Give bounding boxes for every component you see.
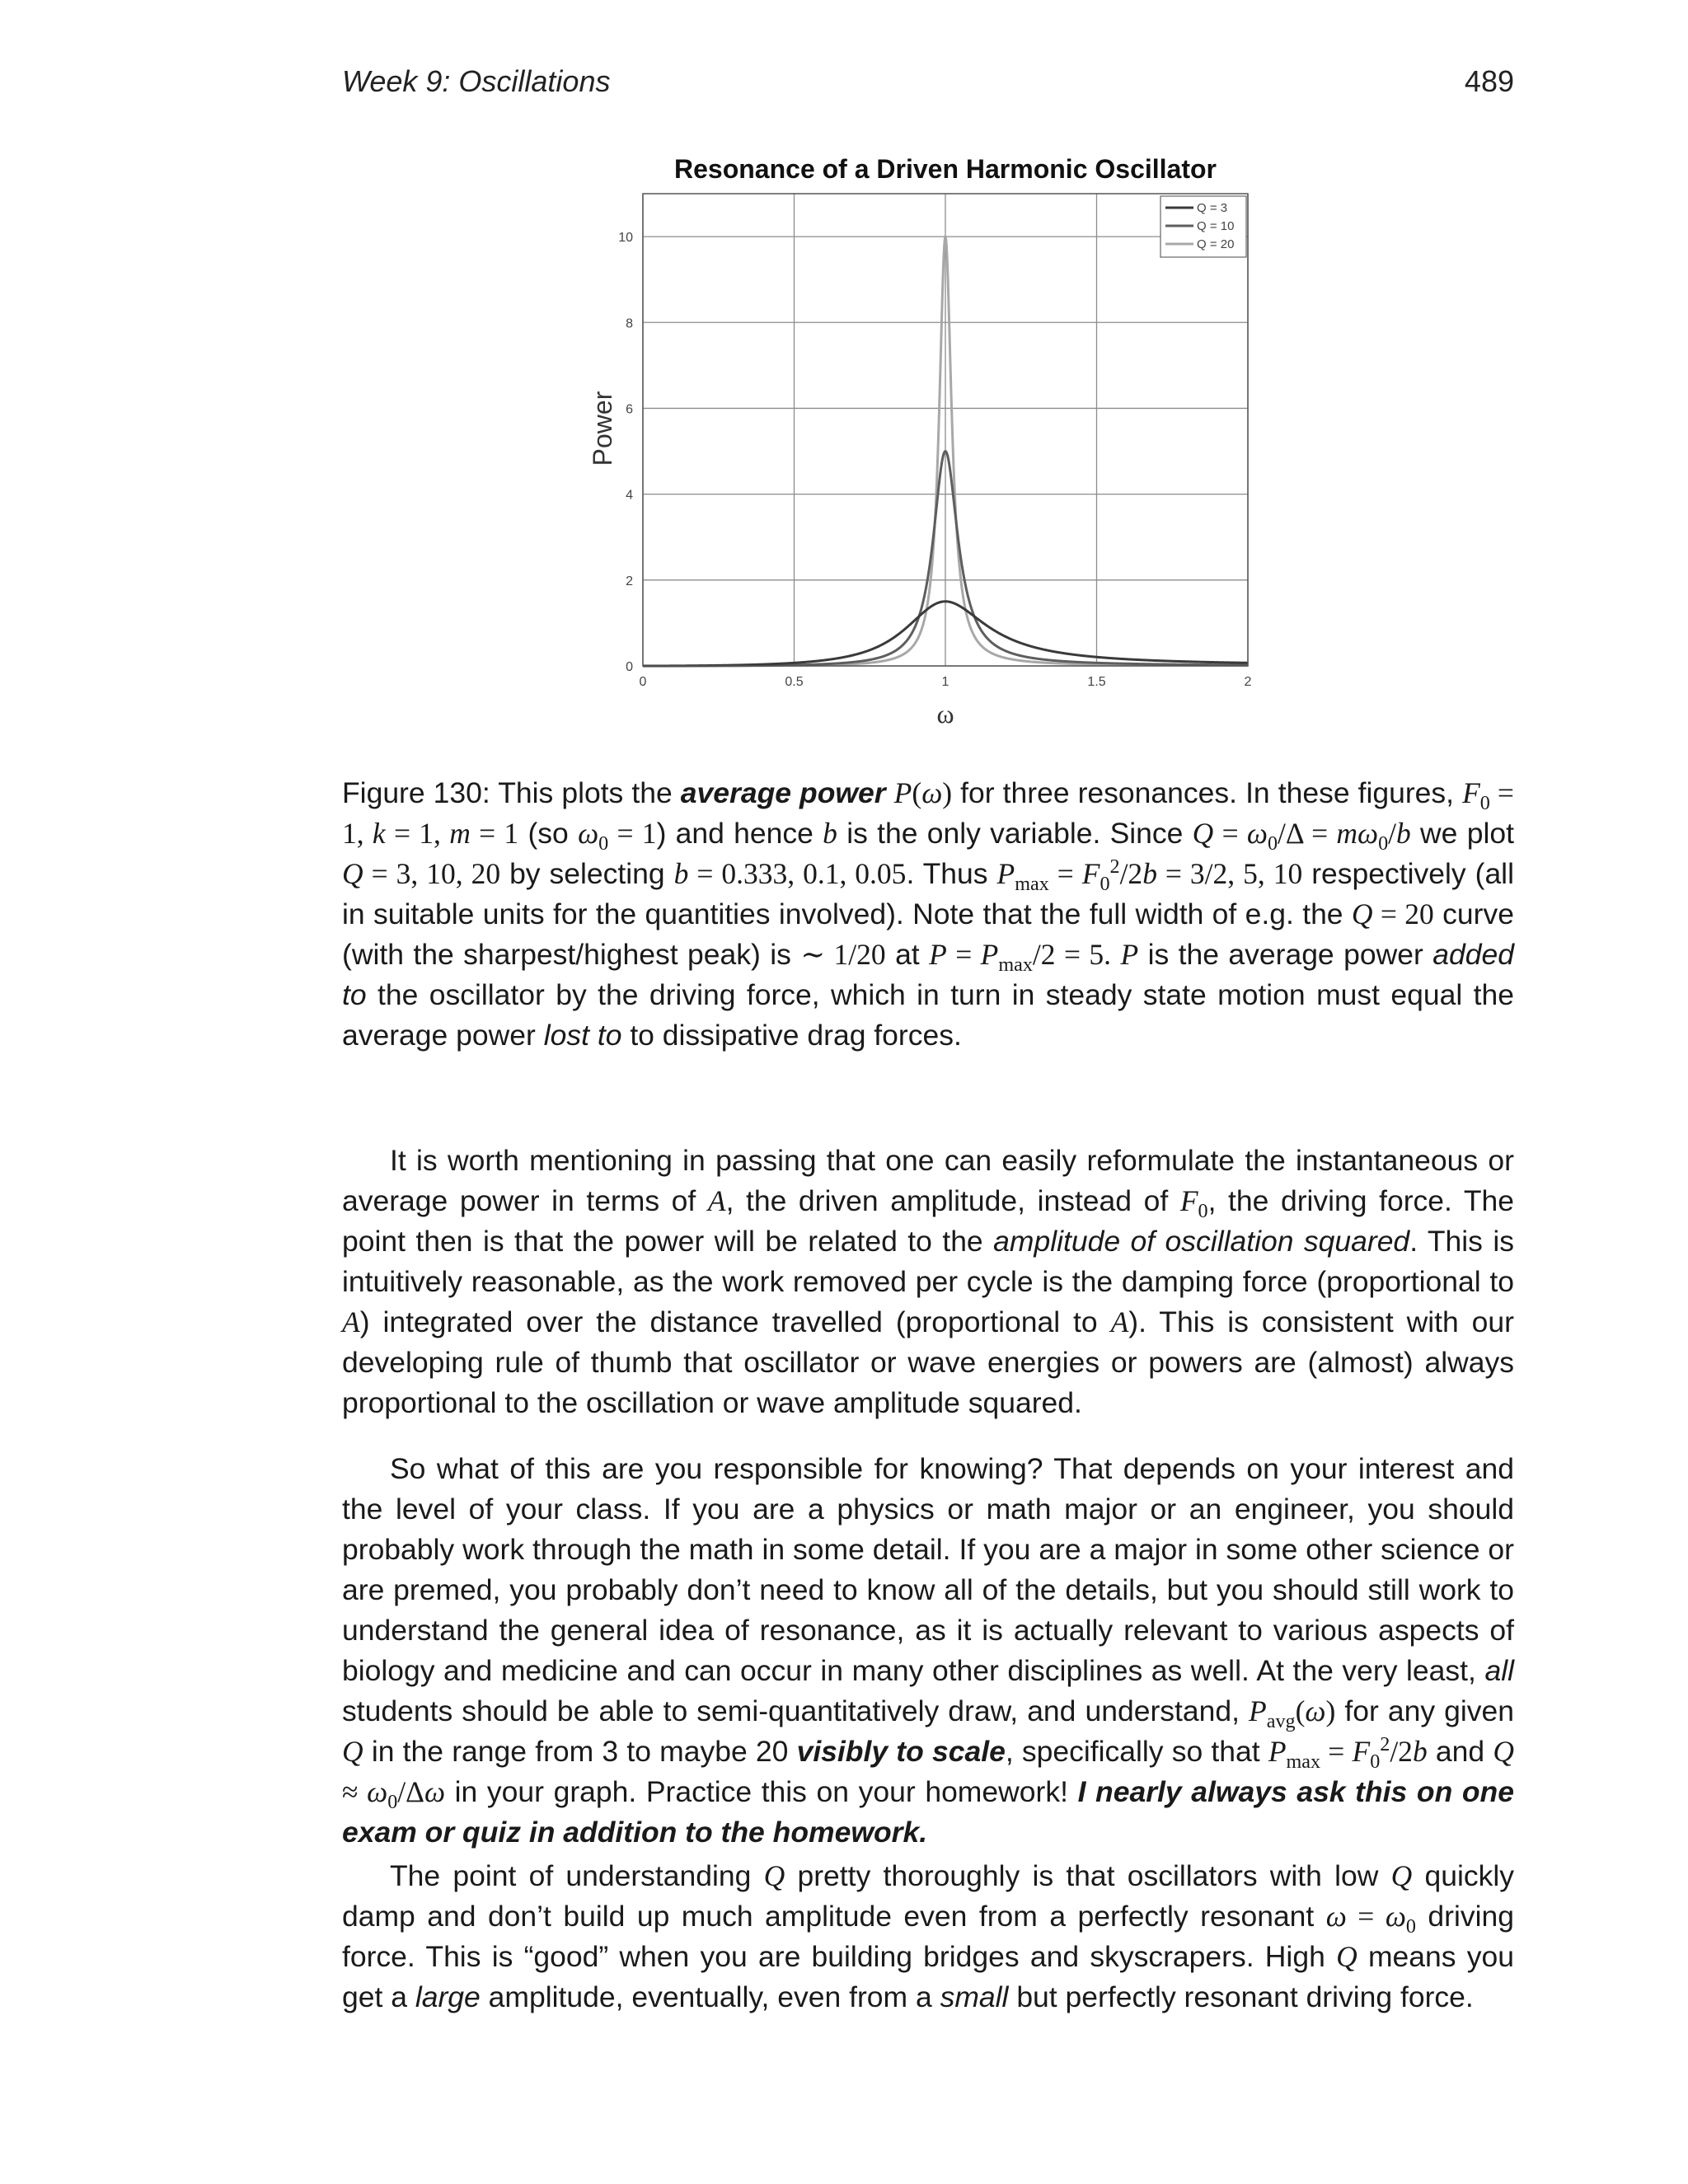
- figure-caption: Figure 130: This plots the average power P(ω) for three resonances. In these figures, $F_0 = 1$, k = 1, m = 1 (so $\omega_0 = 1$) and hence b is the only variable. Since $Q = \omega_0/\Delta = m\omega_0/b$ we plot Q = 3, 10, 20 by selecting b = 0.333, 0.1, 0.05. Thus $P_{max} = F_0^2/2b = 3/2$, 5, 10 respectively (all in suitable units for the quantities involved). Note that the full width of e.g. the Q = 20 curve (with the sharpest/highest peak) is ∼ 1/20 at $P = P_{max}/2 = 5$. P is the average power added to the oscillator by the driving force, which in turn in steady state motion must equal the average power lost to to dissipative drag forces.: [342, 776, 1514, 1052]
- grid: [643, 194, 1248, 666]
- page-header: [342, 64, 1514, 105]
- x-tick-label: 2: [1244, 675, 1252, 689]
- emph-small: small: [940, 1980, 1009, 2013]
- x-axis-label: ω: [936, 699, 954, 729]
- emph-visibly-to-scale: visibly to scale: [796, 1735, 1006, 1768]
- figure-label: Figure 130:: [342, 776, 490, 809]
- y-tick-label: 10: [618, 231, 633, 246]
- running-head: Week 9: Oscillations: [342, 64, 611, 98]
- legend-entry: Q = 10: [1197, 219, 1235, 233]
- emph-all: all: [1484, 1654, 1514, 1687]
- y-tick-label: 8: [626, 316, 633, 331]
- x-tick-label: 1.5: [1087, 675, 1106, 689]
- x-tick-label: 1: [941, 675, 950, 689]
- paragraph-1: It is worth mentioning in passing that one can easily reformulate the instantaneous or average power in terms of A, the driven amplitude, instead of $F_0$, the driving force. The point then is that the power will be related to the amplitude of oscillation squared. This is intuitively reasonable, as the work removed per cycle is the damping force (proportional to A) integrated over the distance travelled (proportional to A). This is consistent with our developing rule of thumb that oscillator or wave energies or powers are (almost) always proportional to the oscillation or wave amplitude squared.: [342, 1144, 1514, 1419]
- figure-130: [577, 148, 1261, 742]
- y-tick-label: 4: [626, 488, 633, 503]
- paragraph-3: The point of understanding Q pretty thoroughly is that oscillators with low Q quickly damp and don’t build up much amplitude even from a perfectly resonant $\omega = \omega_0$ driving force. This is “good” when you are building bridges and skyscrapers. High Q means you get a large amplitude, eventually, even from a small but perfectly resonant driving force.: [342, 1859, 1514, 2013]
- emph-average-power: average power: [680, 776, 886, 809]
- page-number: 489: [1464, 64, 1514, 98]
- y-tick-label: 2: [626, 574, 633, 588]
- resonance-chart: [577, 148, 1261, 742]
- y-tick-label: 0: [626, 660, 633, 674]
- emph-amplitude-squared: amplitude of oscillation squared: [993, 1225, 1410, 1258]
- emph-lost-to: lost to: [543, 1019, 622, 1052]
- emph-added-to: added to: [342, 938, 1514, 1011]
- emph-large: large: [415, 1980, 481, 2013]
- legend: [1160, 196, 1246, 257]
- legend-entry: Q = 20: [1197, 237, 1235, 251]
- paragraph-2: So what of this are you responsible for knowing? That depends on your interest and the level of your class. If you are a physics or math major or an engineer, you should probably work through the math in some detail. If you are a major in some other science or are premed, you probably don’t need to know all of the details, but you should still work to understand the general idea of resonance, as it is actually relevant to various aspects of biology and medicine and can occur in many other disciplines as well. At the very least, all students should be able to semi-quantitatively draw, and understand, $P_{avg}(\omega)$ for any given Q in the range from 3 to maybe 20 visibly to scale, specifically so that $P_{max} = F_0^2/2b$ and $Q \approx \omega_0/\Delta\omega$ in your graph. Practice this on your homework! I nearly always ask this on one exam or quiz in addition to the homework.: [342, 1452, 1515, 1849]
- tick-labels: [618, 231, 1251, 689]
- emph-exam-note: I nearly always ask this on one exam or quiz in addition to the homework.: [342, 1775, 1514, 1849]
- x-tick-label: 0.5: [785, 675, 804, 689]
- chart-title: Resonance of a Driven Harmonic Oscillator: [674, 154, 1217, 184]
- y-tick-label: 6: [626, 402, 633, 417]
- legend-entry: Q = 3: [1197, 201, 1228, 215]
- x-tick-label: 0: [639, 675, 647, 689]
- y-axis-label: Power: [588, 391, 617, 466]
